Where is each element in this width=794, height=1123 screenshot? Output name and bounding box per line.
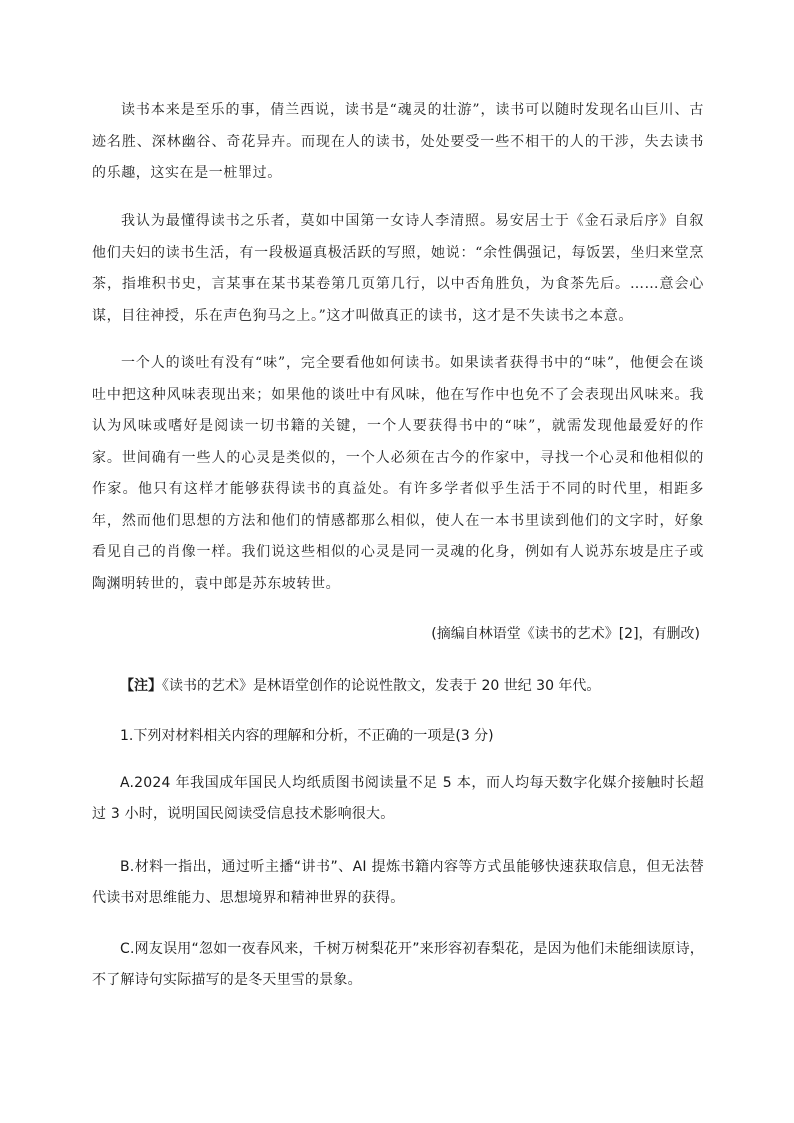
note-text: 《读书的艺术》是林语堂创作的论说性散文，发表于 20 世纪 30 年代。 bbox=[162, 678, 601, 694]
article-paragraph-3: 一个人的谈吐有没有“味”，完全要看他如何读书。如果读者获得书中的“味”，他便会在谈吐中把这种风味表现出来；如果他的谈吐中有风味，他在写作中也免不了会表现出风味来。我认为风味或嗜好是阅读一切书籍的关键，一个人要获得书中的“味”，就需发现他最爱好的作家。世间确有一些人的心灵是类似的，一个人必须在古今的作家中，寻找一个心灵和他相似的作家。他只有这样才能够获得读书的真益处。有许多学者似乎生活于不同的时代里，相距多年，然而他们思想的方法和他们的情感都那么相似，使人在一本书里读到他们的文字时，好象看见自己的肖像一样。我们说这些相似的心灵是同一灵魂的化身，例如有人说苏东坡是庄子或陶渊明转世的，袁中郎是苏东坡转世。 bbox=[92, 355, 704, 592]
article-paragraph-2: 我认为最懂得读书之乐者，莫如中国第一女诗人李清照。易安居士于《金石录后序》自叙他们夫妇的读书生活，有一段极逼真极活跃的写照，她说：“余性偶强记，每饭罢，坐归来堂烹茶，指堆积书史，言某事在某书某卷第几页第几行，以中否角胜负，为食茶先后。……意会心谋，目往神授，乐在声色狗马之上。”这才叫做真正的读书，这才是不失读书之本意。 bbox=[92, 213, 704, 324]
note bbox=[120, 674, 600, 698]
option-c: C.网友误用“忽如一夜春风来，千树万树梨花开”来形容初春梨花，是因为他们未能细读原诗，不了解诗句实际描写的是冬天里雪的景象。 bbox=[92, 941, 704, 988]
option-a: A.2024 年我国成年国民人均纸质图书阅读量不足 5 本，而人均每天数字化媒介接触时长超过 3 小时，说明国民阅读受信息技术影响很大。 bbox=[92, 775, 704, 822]
question-stem: 1.下列对材料相关内容的理解和分析，不正确的一项是(3 分) bbox=[120, 728, 494, 744]
note-tag: 【注】 bbox=[120, 678, 162, 694]
source-citation: (摘编自林语堂《读书的艺术》[2]，有删改) bbox=[431, 626, 700, 642]
option-b: B.材料一指出，通过听主播“讲书”、AI 提炼书籍内容等方式虽能够快速获取信息，但无法替代读书对思维能力、思想境界和精神世界的获得。 bbox=[92, 859, 704, 906]
article-paragraph-1: 读书本来是至乐的事，倩兰西说，读书是“魂灵的壮游”，读书可以随时发现名山巨川、古迹名胜、深林幽谷、奇花异卉。而现在人的读书，处处要受一些不相干的人的干涉，失去读书的乐趣，这实在是一桩罪过。 bbox=[92, 102, 704, 181]
